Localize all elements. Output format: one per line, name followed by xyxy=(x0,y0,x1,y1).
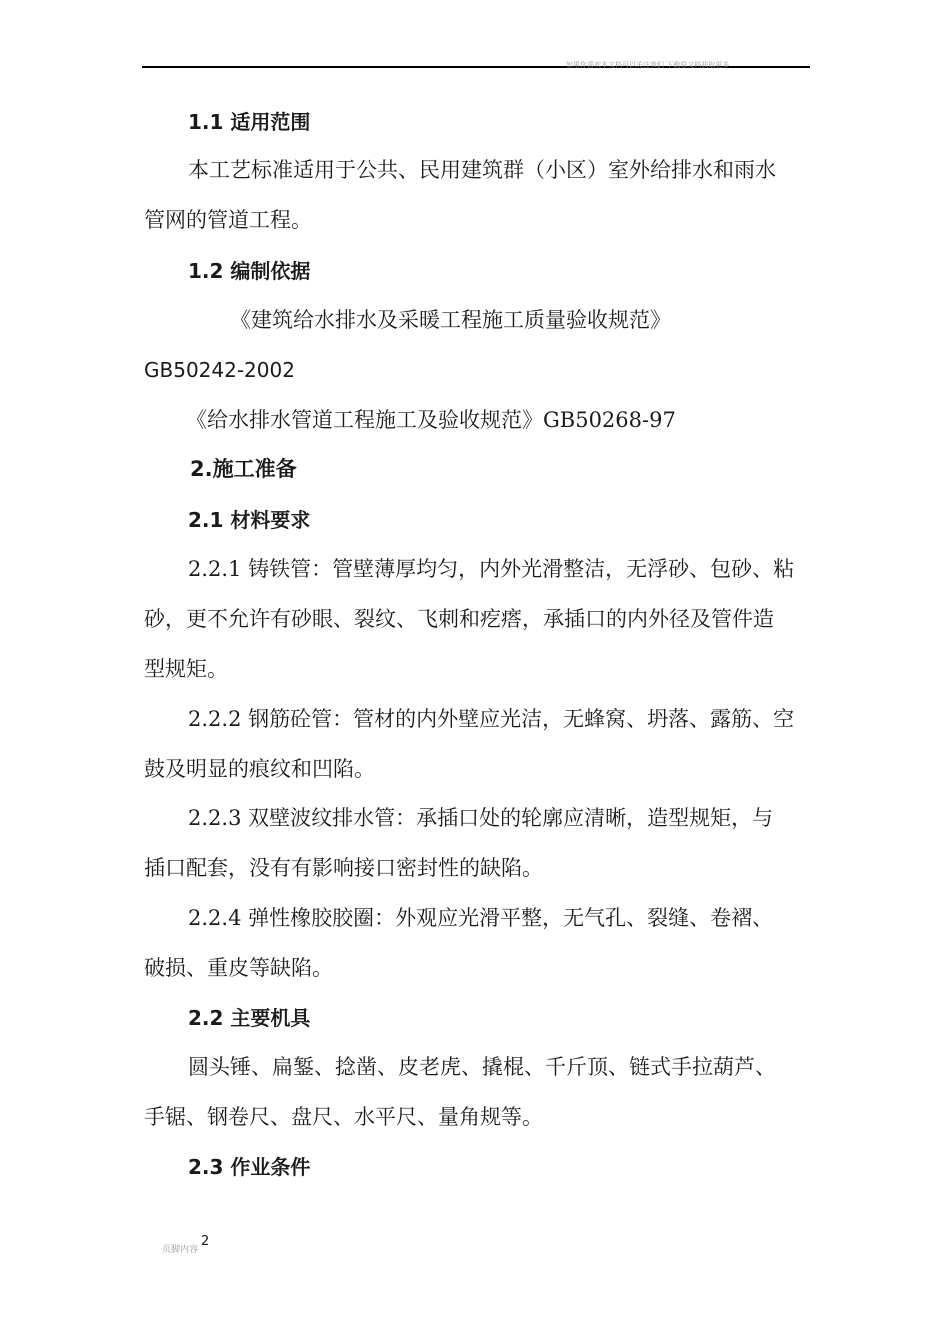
paragraph-1-1-line-1: 本工艺标准适用于公共、民用建筑群（小区）室外给排水和雨水 xyxy=(188,158,776,182)
footer-label: 页脚内容 xyxy=(162,1245,199,1255)
heading-1-2: 1.2 编制依据 xyxy=(188,259,311,283)
paragraph-2-2-4-line-1: 2.2.4 弹性橡胶胶圈：外观应光滑平整，无气孔、裂缝、卷褶、 xyxy=(188,906,774,930)
paragraph-2-2-4-line-2: 破损、重皮等缺陷。 xyxy=(144,956,333,980)
header-text: 如果你喜欢本文档可以关注我们 下载原文档获取更多 xyxy=(566,61,730,69)
paragraph-2-2-1-line-2: 砂，更不允许有砂眼、裂纹、飞刺和疙瘩，承插口的内外径及管件造 xyxy=(144,607,774,631)
paragraph-1-1-line-2: 管网的管道工程。 xyxy=(144,208,312,232)
heading-2-3: 2.3 作业条件 xyxy=(188,1155,311,1179)
paragraph-2-2-2-line-2: 鼓及明显的痕纹和凹陷。 xyxy=(144,757,375,781)
paragraph-2-2-line-1: 圆头锤、扁錾、捻凿、皮老虎、撬棍、千斤顶、链式手拉葫芦、 xyxy=(188,1055,776,1079)
page-number: 2 xyxy=(201,1234,210,1249)
paragraph-2-2-3-line-1: 2.2.3 双壁波纹排水管：承插口处的轮廓应清晰，造型规矩，与 xyxy=(188,806,774,830)
paragraph-2-2-3-line-2: 插口配套，没有有影响接口密封性的缺陷。 xyxy=(144,856,543,880)
reference-1-title: 《建筑给水排水及采暖工程施工质量验收规范》 xyxy=(230,308,671,332)
heading-2: 2.施工准备 xyxy=(190,457,297,481)
heading-2-2: 2.2 主要机具 xyxy=(188,1006,311,1030)
paragraph-2-2-2-line-1: 2.2.2 钢筋砼管：管材的内外壁应光洁，无蜂窝、坍落、露筋、空 xyxy=(188,707,795,731)
paragraph-2-2-1-line-1: 2.2.1 铸铁管：管壁薄厚均匀，内外光滑整洁，无浮砂、包砂、粘 xyxy=(188,557,795,581)
reference-2: 《给水排水管道工程施工及验收规范》GB50268-97 xyxy=(186,408,676,432)
reference-1-code: GB50242-2002 xyxy=(144,358,295,382)
heading-2-1: 2.1 材料要求 xyxy=(188,508,311,532)
heading-1-1: 1.1 适用范围 xyxy=(188,110,311,134)
paragraph-2-2-1-line-3: 型规矩。 xyxy=(144,657,228,681)
paragraph-2-2-line-2: 手锯、钢卷尺、盘尺、水平尺、量角规等。 xyxy=(144,1105,543,1129)
